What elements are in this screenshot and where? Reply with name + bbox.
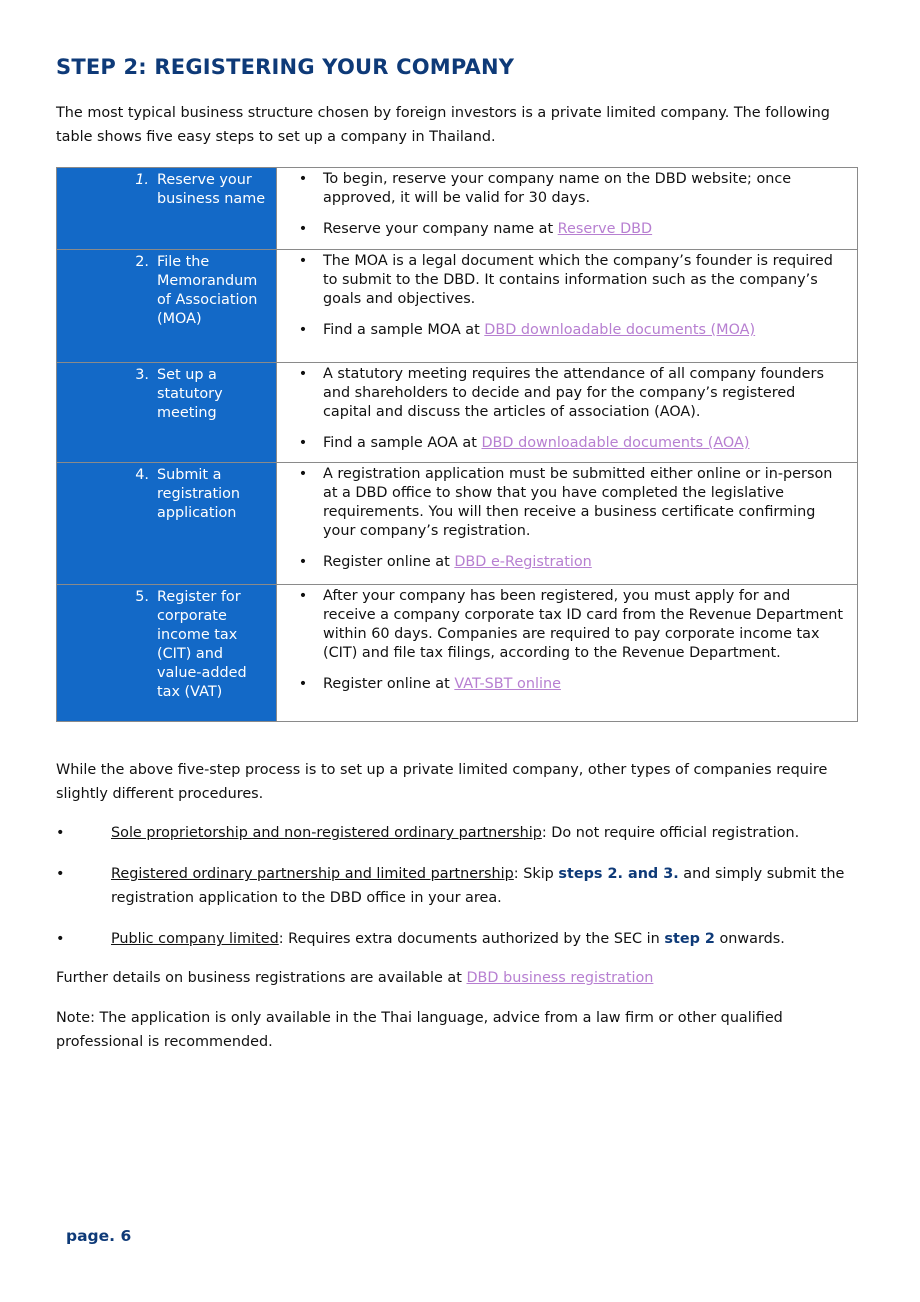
step-cell (57, 168, 277, 250)
step-cell (57, 463, 277, 585)
company-type-emphasis: steps 2. and 3. (558, 866, 679, 882)
step-number: 5. (135, 589, 149, 605)
registration-steps-table (56, 167, 858, 722)
list-item (277, 220, 847, 239)
intro-paragraph: The most typical business structure chosen by foreign investors is a private limited company. The following table shows five easy steps to set up a company in Thailand. (56, 105, 830, 145)
after-table-paragraph: While the above five-step process is to set up a private limited company, other types of companies require slightly different procedures. (56, 762, 828, 802)
step-number: 2. (135, 254, 149, 270)
table-row (57, 363, 858, 463)
step-label: Submit a registration application (157, 467, 241, 521)
list-item (277, 553, 847, 572)
bullet-icon: • (298, 676, 308, 692)
aoa-documents-link[interactable]: DBD downloadable documents (AOA) (481, 435, 750, 451)
company-type-item (56, 862, 860, 910)
bullet-prefix: Register online at (323, 676, 455, 692)
company-type-detail: : Do not require official registration. (541, 825, 800, 841)
list-item (277, 675, 847, 694)
further-details-paragraph (56, 966, 856, 990)
company-type-item (56, 927, 860, 951)
bullet-icon: • (298, 171, 308, 187)
company-type-title: Sole proprietorship and non-registered ordinary partnership (111, 825, 542, 841)
step-description (277, 585, 858, 722)
step-label: Register for corporate income tax (CIT) and value-added tax (VAT) (157, 589, 247, 700)
bullet-text: A registration application must be submitted either online or in-person at a DBD office to show that you have completed the legislative requirements. You will then receive a business certificate confirming your company’s registration. (323, 466, 833, 539)
bullet-icon: • (298, 322, 308, 338)
reserve-dbd-link[interactable]: Reserve DBD (557, 221, 653, 237)
bullet-prefix: Register online at (323, 554, 455, 570)
step-label: Reserve your business name (157, 172, 266, 207)
list-item (277, 434, 847, 453)
bullet-icon: • (298, 253, 308, 269)
bullet-prefix: Find a sample MOA at (323, 322, 485, 338)
bullet-icon: • (56, 866, 65, 882)
step-cell (57, 250, 277, 363)
moa-documents-link[interactable]: DBD downloadable documents (MOA) (484, 322, 756, 338)
step-cell (57, 363, 277, 463)
step-label: File the Memorandum of Association (MOA) (157, 254, 258, 327)
bullet-icon: • (298, 588, 308, 604)
company-type-item (56, 821, 860, 845)
bullet-icon: • (298, 554, 308, 570)
bullet-prefix: Find a sample AOA at (323, 435, 482, 451)
step-number: 4. (135, 467, 149, 483)
e-registration-link[interactable]: DBD e-Registration (454, 554, 592, 570)
table-row (57, 585, 858, 722)
page-number: page. 6 (66, 1227, 132, 1245)
bullet-icon: • (298, 435, 308, 451)
bullet-prefix: Reserve your company name at (323, 221, 558, 237)
step-description (277, 168, 858, 250)
page-heading: STEP 2: REGISTERING YOUR COMPANY (56, 55, 515, 79)
bullet-icon: • (56, 825, 65, 841)
step-cell (57, 585, 277, 722)
list-item (277, 365, 847, 422)
vat-sbt-online-link[interactable]: VAT-SBT online (454, 676, 561, 692)
company-type-title: Registered ordinary partnership and limited partnership (111, 866, 514, 882)
step-number: 1. (135, 172, 149, 188)
step-description (277, 250, 858, 363)
bullet-icon: • (298, 221, 308, 237)
bullet-text: The MOA is a legal document which the company’s founder is required to submit to the DBD. It contains information such as the company’s goals and objectives. (323, 253, 833, 307)
dbd-business-registration-link[interactable]: DBD business registration (466, 970, 654, 986)
step-number: 3. (135, 367, 149, 383)
list-item (277, 321, 847, 340)
list-item (277, 252, 847, 309)
company-type-detail: : Requires extra documents authorized by the SEC in (278, 931, 665, 947)
table-row (57, 250, 858, 363)
bullet-text: A statutory meeting requires the attendance of all company founders and shareholders to decide and pay for the company’s registered capital and discuss the articles of association (AOA). (323, 366, 824, 420)
step-description (277, 463, 858, 585)
bullet-icon: • (298, 366, 308, 382)
company-type-detail-end: and simply submit the registration application to the DBD office in your area. (111, 866, 845, 906)
table-row (57, 168, 858, 250)
list-item (277, 587, 847, 663)
step-label: Set up a statutory meeting (157, 367, 223, 421)
company-type-detail: : Skip (513, 866, 559, 882)
bullet-icon: • (298, 466, 308, 482)
company-type-title: Public company limited (111, 931, 279, 947)
list-item (277, 170, 847, 208)
table-row (57, 463, 858, 585)
company-type-emphasis: step 2 (664, 931, 715, 947)
note-paragraph: Note: The application is only available in the Thai language, advice from a law firm or other qualified professional is recommended. (56, 1010, 783, 1050)
list-item (277, 465, 847, 541)
bullet-text: After your company has been registered, you must apply for and receive a company corporate tax ID card from the Revenue Department within 60 days. Companies are required to pay corporate income tax (CIT) and file tax filings, according to the Revenue Department. (323, 588, 843, 661)
bullet-text: To begin, reserve your company name on the DBD website; once approved, it will be valid for 30 days. (323, 171, 792, 206)
bullet-icon: • (56, 931, 65, 947)
company-type-detail-end: onwards. (714, 931, 785, 947)
further-details-text: Further details on business registrations are available at (56, 970, 467, 986)
step-description (277, 363, 858, 463)
